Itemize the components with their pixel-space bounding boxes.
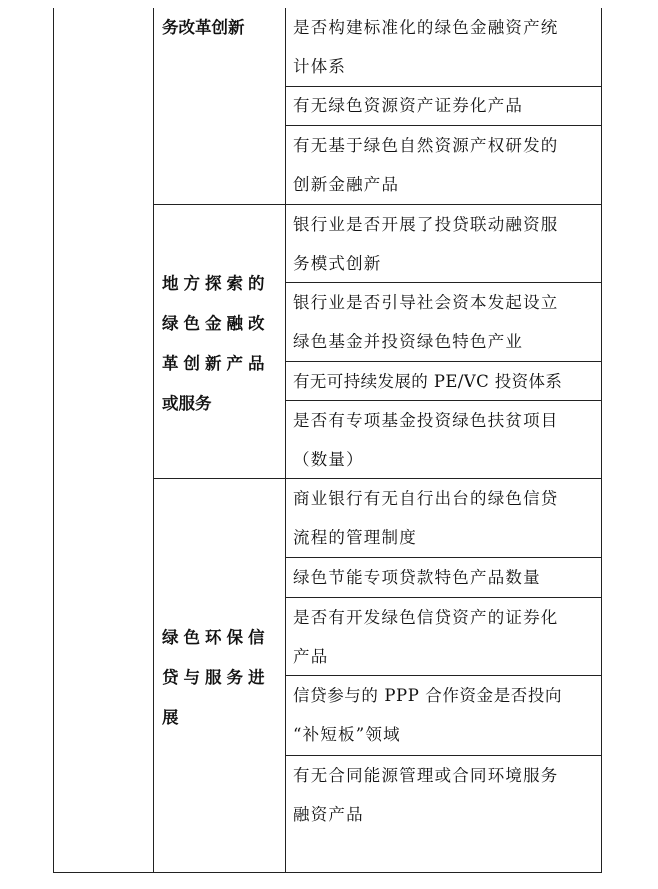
table-cell [293, 86, 523, 125]
cell-line: 计体系 [293, 57, 347, 76]
table-cell [293, 479, 559, 557]
table-border-bottom [53, 872, 602, 873]
table-border-left [53, 8, 54, 873]
cell-line: 融资产品 [293, 805, 364, 824]
cell-line: 信贷参与的 PPP 合作资金是否投向 [293, 686, 563, 705]
cell-line: 务模式创新 [293, 254, 382, 273]
cell-line: 商业银行有无自行出台的绿色信贷 [293, 489, 559, 508]
cell-line: 有无合同能源管理或合同环境服务 [293, 766, 559, 785]
category-label [162, 264, 270, 424]
cell-line: 银行业是否开展了投贷联动融资服 [293, 215, 559, 234]
cell-line: 绿色基金并投资绿色特色产业 [293, 332, 524, 351]
category-label-line: 革创新产品 [162, 354, 270, 373]
cell-line: 有无绿色资源资产证券化产品 [293, 96, 524, 115]
table-cell [293, 598, 559, 676]
category-label [162, 618, 270, 738]
cell-line: 有无基于绿色自然资源产权研发的 [293, 136, 559, 155]
table-cell [293, 401, 559, 479]
table-cell [293, 8, 559, 86]
cell-line: 绿色节能专项贷款特色产品数量 [293, 568, 541, 587]
table-cell [293, 676, 562, 754]
table-cell [293, 558, 541, 597]
category-label [162, 8, 245, 48]
category-label-line: 绿色环保信 [162, 628, 270, 647]
table-column-divider-2 [285, 8, 286, 873]
category-label-line: 绿色金融改 [162, 314, 270, 333]
table-column-divider-1 [153, 8, 154, 873]
category-label-line: 地方探索的 [162, 274, 270, 293]
cell-line: 银行业是否引导社会资本发起设立 [293, 293, 559, 312]
category-label-line: 展 [162, 708, 184, 727]
cell-line: 有无可持续发展的 PE/VC 投资体系 [293, 372, 563, 391]
cell-line: 产品 [293, 647, 329, 666]
cell-line: “补短板”领域 [293, 725, 401, 744]
category-label-line: 或服务 [162, 394, 212, 413]
table-cell [293, 126, 559, 204]
category-label-line: 务改革创新 [162, 18, 245, 37]
cell-line: 流程的管理制度 [293, 528, 417, 547]
table-border-right [601, 8, 602, 873]
table-cell [293, 756, 559, 834]
category-label-line: 贷与服务进 [162, 668, 270, 687]
table-cell [293, 362, 562, 401]
table-cell [293, 205, 559, 283]
cell-line: 是否构建标准化的绿色金融资产统 [293, 18, 559, 37]
table-cell [293, 283, 559, 361]
cell-line: 是否有开发绿色信贷资产的证券化 [293, 608, 559, 627]
cell-line: 创新金融产品 [293, 175, 400, 194]
cell-line: 是否有专项基金投资绿色扶贫项目 [293, 411, 559, 430]
cell-line: （数量） [293, 450, 364, 469]
